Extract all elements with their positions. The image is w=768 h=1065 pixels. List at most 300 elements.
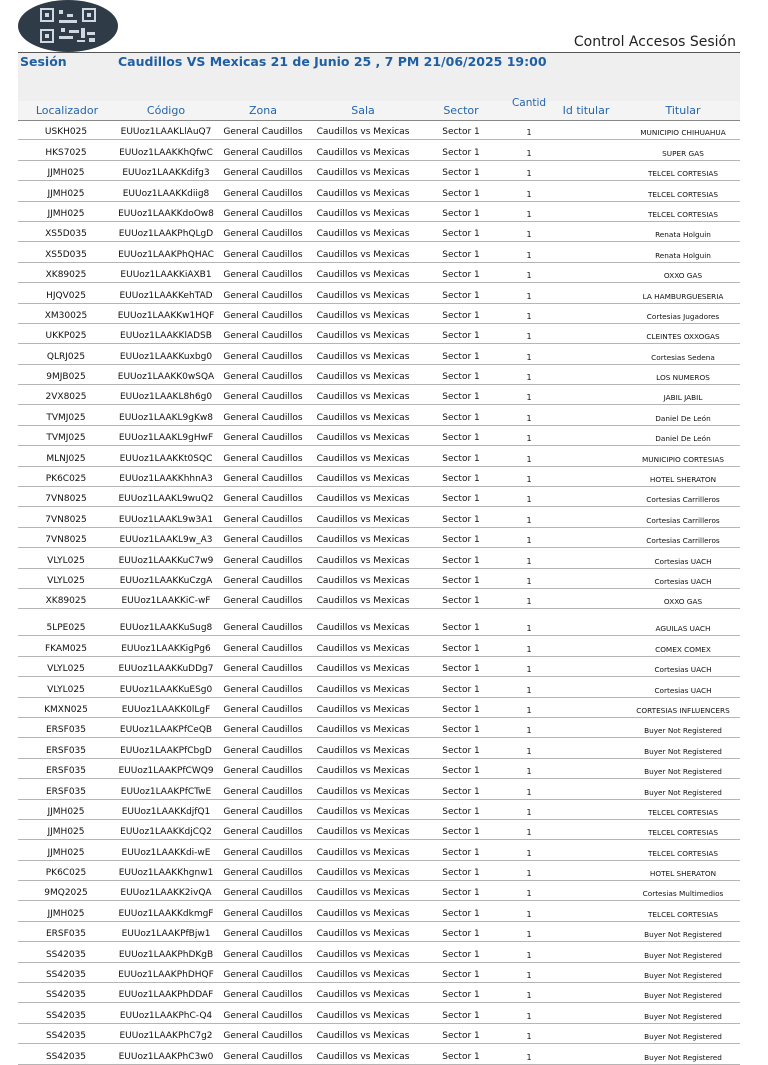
sala-cell: Caudillos vs Mexicas	[316, 188, 410, 199]
titular-cell: TELCEL CORTESIAS	[647, 169, 719, 179]
cantidad-cell: 1	[526, 889, 532, 899]
sector-cell: Sector 1	[442, 725, 480, 736]
zona-cell: General Caudillos	[223, 474, 303, 485]
zona-cell: General Caudillos	[223, 908, 303, 919]
sala-cell: Caudillos vs Mexicas	[316, 1031, 410, 1042]
zona-cell: General Caudillos	[223, 725, 303, 736]
zona-cell: General Caudillos	[223, 1051, 303, 1062]
table-row	[18, 738, 740, 758]
cantidad-cell: 1	[526, 169, 532, 179]
sala-cell: Caudillos vs Mexicas	[316, 786, 410, 797]
cantidad-cell: 1	[526, 413, 532, 423]
titular-cell: TELCEL CORTESIAS	[647, 189, 719, 199]
sector-cell: Sector 1	[442, 1031, 480, 1042]
titular-cell: OXXO GAS	[663, 271, 703, 281]
cantidad-cell: 1	[526, 373, 532, 383]
table-row	[18, 759, 740, 779]
localizador-cell: XK89025	[45, 596, 87, 607]
localizador-cell: XK89025	[45, 270, 87, 281]
zona-cell: General Caudillos	[223, 990, 303, 1001]
titular-cell: Cortesias Carrilleros	[646, 515, 720, 525]
session-label: Sesión	[20, 54, 67, 69]
localizador-cell: PK6C025	[45, 868, 87, 879]
sector-cell: Sector 1	[442, 188, 480, 199]
localizador-cell: PK6C025	[45, 474, 87, 485]
cantidad-cell: 1	[526, 475, 532, 485]
codigo-cell: EUUoz1LAAKPfCbgD	[120, 745, 212, 756]
cantidad-cell: 1	[526, 828, 532, 838]
table-row	[18, 569, 740, 589]
sector-cell: Sector 1	[442, 970, 480, 981]
table-row	[18, 202, 740, 222]
codigo-cell: EUUoz1LAAKL9gKw8	[119, 412, 213, 423]
sala-cell: Caudillos vs Mexicas	[316, 351, 410, 362]
codigo-cell: EUUoz1LAAKK0wSQA	[117, 372, 215, 383]
sala-cell: Caudillos vs Mexicas	[316, 1010, 410, 1021]
titular-cell: TELCEL CORTESIAS	[647, 909, 719, 919]
titular-cell: HOTEL SHERATON	[649, 475, 717, 485]
titular-cell: Buyer Not Registered	[644, 726, 722, 736]
table-row	[18, 942, 740, 962]
cantidad-cell: 1	[526, 536, 532, 546]
zona-cell: General Caudillos	[223, 310, 303, 321]
titular-cell: Cortesias Multimedios	[642, 889, 724, 899]
zona-cell: General Caudillos	[223, 929, 303, 940]
header-sector: Sector	[443, 104, 479, 117]
sala-cell: Caudillos vs Mexicas	[316, 270, 410, 281]
titular-cell: HOTEL SHERATON	[649, 869, 717, 879]
table-row	[18, 487, 740, 507]
cantidad-cell: 1	[526, 291, 532, 301]
zona-cell: General Caudillos	[223, 786, 303, 797]
zona-cell: General Caudillos	[223, 453, 303, 464]
localizador-cell: XS5D035	[45, 229, 87, 240]
sector-cell: Sector 1	[442, 453, 480, 464]
localizador-cell: TVMJ025	[46, 412, 86, 423]
codigo-cell: EUUoz1LAAKKlADSB	[120, 331, 212, 342]
cantidad-cell: 1	[526, 950, 532, 960]
zona-cell: General Caudillos	[223, 596, 303, 607]
sector-cell: Sector 1	[442, 168, 480, 179]
codigo-cell: EUUoz1LAAKPhDKgB	[118, 949, 214, 960]
sala-cell: Caudillos vs Mexicas	[316, 888, 410, 899]
table-row	[18, 467, 740, 487]
codigo-cell: EUUoz1LAAKKuESg0	[119, 684, 213, 695]
table-row	[18, 1044, 740, 1064]
localizador-cell: FKAM025	[44, 643, 88, 654]
titular-cell: Buyer Not Registered	[644, 991, 722, 1001]
zona-cell: General Caudillos	[223, 208, 303, 219]
localizador-cell: UKKP025	[45, 331, 87, 342]
cantidad-cell: 1	[526, 971, 532, 981]
table-row	[18, 589, 740, 609]
zona-cell: General Caudillos	[223, 249, 303, 260]
sala-cell: Caudillos vs Mexicas	[316, 474, 410, 485]
titular-cell: MUNICIPIO CHIHUAHUA	[640, 128, 726, 138]
sala-cell: Caudillos vs Mexicas	[316, 929, 410, 940]
sector-cell: Sector 1	[442, 745, 480, 756]
localizador-cell: 9MQ2025	[44, 888, 88, 899]
codigo-cell: EUUoz1LAAKKhhnA3	[119, 474, 213, 485]
localizador-cell: 5LPE025	[46, 623, 86, 634]
localizador-cell: 7VN8025	[45, 494, 87, 505]
table-row	[18, 161, 740, 181]
codigo-cell: EUUoz1LAAKKhgnw1	[118, 868, 214, 879]
titular-cell: Buyer Not Registered	[644, 767, 722, 777]
sala-cell: Caudillos vs Mexicas	[316, 1051, 410, 1062]
titular-cell: COMEX COMEX	[655, 644, 711, 654]
titular-cell: Cortesias Carrilleros	[646, 495, 720, 505]
table-row	[18, 120, 740, 140]
titular-cell: TELCEL CORTESIAS	[647, 807, 719, 817]
header-zona: Zona	[249, 104, 277, 117]
sala-cell: Caudillos vs Mexicas	[316, 147, 410, 158]
codigo-cell: EUUoz1LAAKPhC3w0	[118, 1051, 214, 1062]
titular-cell: Buyer Not Registered	[644, 950, 722, 960]
titular-cell: Cortesias Sedena	[651, 352, 715, 362]
sala-cell: Caudillos vs Mexicas	[316, 704, 410, 715]
table-row	[18, 344, 740, 364]
codigo-cell: EUUoz1LAAKKdkmgF	[118, 908, 214, 919]
cantidad-cell: 1	[526, 515, 532, 525]
sala-cell: Caudillos vs Mexicas	[316, 127, 410, 138]
sala-cell: Caudillos vs Mexicas	[316, 868, 410, 879]
sala-cell: Caudillos vs Mexicas	[316, 643, 410, 654]
sector-cell: Sector 1	[442, 229, 480, 240]
sala-cell: Caudillos vs Mexicas	[316, 555, 410, 566]
cantidad-cell: 1	[526, 271, 532, 281]
table-row	[18, 698, 740, 718]
codigo-cell: EUUoz1LAAKK0lLgF	[121, 704, 211, 715]
access-table	[18, 120, 740, 1065]
codigo-cell: EUUoz1LAAKKiC-wF	[121, 596, 211, 607]
cantidad-cell: 1	[526, 848, 532, 858]
cantidad-cell: 1	[526, 909, 532, 919]
sala-cell: Caudillos vs Mexicas	[316, 970, 410, 981]
localizador-cell: VLYL025	[47, 555, 85, 566]
zona-cell: General Caudillos	[223, 745, 303, 756]
titular-cell: Cortesias Jugadores	[646, 311, 720, 321]
cantidad-cell: 1	[526, 128, 532, 138]
cantidad-cell: 1	[526, 705, 532, 715]
sala-cell: Caudillos vs Mexicas	[316, 827, 410, 838]
zona-cell: General Caudillos	[223, 806, 303, 817]
titular-cell: Cortesias UACH	[654, 685, 712, 695]
cantidad-cell: 1	[526, 991, 532, 1001]
sala-cell: Caudillos vs Mexicas	[316, 535, 410, 546]
codigo-cell: EUUoz1LAAKPfCeQB	[119, 725, 213, 736]
sector-cell: Sector 1	[442, 827, 480, 838]
localizador-cell: VLYL025	[47, 684, 85, 695]
zona-cell: General Caudillos	[223, 392, 303, 403]
cantidad-cell: 1	[526, 746, 532, 756]
localizador-cell: 9MJB025	[46, 372, 86, 383]
titular-cell: Cortesias Carrilleros	[646, 536, 720, 546]
codigo-cell: EUUoz1LAAKKiAXB1	[120, 270, 212, 281]
sala-cell: Caudillos vs Mexicas	[316, 290, 410, 301]
table-row	[18, 636, 740, 656]
localizador-cell: VLYL025	[47, 575, 85, 586]
table-row	[18, 548, 740, 568]
cantidad-cell: 1	[526, 1052, 532, 1062]
localizador-cell: JJMH025	[47, 908, 85, 919]
codigo-cell: EUUoz1LAAKPhC7g2	[119, 1031, 213, 1042]
localizador-cell: SS42035	[45, 970, 87, 981]
qr-code-icon	[37, 6, 99, 46]
zona-cell: General Caudillos	[223, 351, 303, 362]
sala-cell: Caudillos vs Mexicas	[316, 310, 410, 321]
cantidad-cell: 1	[526, 454, 532, 464]
zona-cell: General Caudillos	[223, 127, 303, 138]
localizador-cell: ERSF035	[45, 766, 86, 777]
codigo-cell: EUUoz1LAAKKw1HQF	[117, 310, 215, 321]
zona-cell: General Caudillos	[223, 1031, 303, 1042]
zona-cell: General Caudillos	[223, 372, 303, 383]
sector-cell: Sector 1	[442, 766, 480, 777]
sector-cell: Sector 1	[442, 888, 480, 899]
sala-cell: Caudillos vs Mexicas	[316, 806, 410, 817]
table-row	[18, 385, 740, 405]
codigo-cell: EUUoz1LAAKL9gHwF	[118, 433, 214, 444]
titular-cell: Buyer Not Registered	[644, 787, 722, 797]
sector-cell: Sector 1	[442, 1051, 480, 1062]
codigo-cell: EUUoz1LAAKLlAuQ7	[120, 127, 212, 138]
sector-cell: Sector 1	[442, 331, 480, 342]
cantidad-cell: 1	[526, 189, 532, 199]
localizador-cell: JJMH025	[47, 188, 85, 199]
zona-cell: General Caudillos	[223, 168, 303, 179]
codigo-cell: EUUoz1LAAKPhDHQF	[118, 970, 214, 981]
session-value: Caudillos VS Mexicas 21 de Junio 25 , 7 PM 21/06/2025 19:00	[118, 54, 547, 69]
header-localizador: Localizador	[35, 104, 99, 117]
codigo-cell: EUUoz1LAAKKuC7w9	[118, 555, 214, 566]
titular-cell: Cortesias UACH	[654, 576, 712, 586]
localizador-cell: KMXN025	[44, 704, 88, 715]
cantidad-cell: 1	[526, 930, 532, 940]
sala-cell: Caudillos vs Mexicas	[316, 725, 410, 736]
sector-cell: Sector 1	[442, 990, 480, 1001]
sector-cell: Sector 1	[442, 704, 480, 715]
sala-cell: Caudillos vs Mexicas	[316, 392, 410, 403]
titular-cell: LA HAMBURGUESERIA	[642, 291, 724, 301]
table-row	[18, 426, 740, 446]
table-row	[18, 657, 740, 677]
titular-cell: Renata Holguin	[655, 250, 711, 260]
table-row	[18, 820, 740, 840]
cantidad-cell: 1	[526, 869, 532, 879]
report-title: Control Accesos Sesión	[573, 34, 736, 50]
localizador-cell: JJMH025	[47, 168, 85, 179]
localizador-cell: JJMH025	[47, 208, 85, 219]
table-row	[18, 528, 740, 548]
zona-cell: General Caudillos	[223, 888, 303, 899]
sala-cell: Caudillos vs Mexicas	[316, 208, 410, 219]
titular-cell: SUPER GAS	[662, 148, 704, 158]
localizador-cell: MLNJ025	[46, 453, 86, 464]
table-row	[18, 222, 740, 242]
codigo-cell: EUUoz1LAAKKt0SQC	[119, 453, 213, 464]
localizador-cell: XM30025	[44, 310, 88, 321]
table-row	[18, 963, 740, 983]
codigo-cell: EUUoz1LAAKKdi-wE	[121, 847, 211, 858]
table-row	[18, 405, 740, 425]
zona-cell: General Caudillos	[223, 147, 303, 158]
header-sala: Sala	[351, 104, 375, 117]
codigo-cell: EUUoz1LAAKK2ivQA	[120, 888, 212, 899]
localizador-cell: SS42035	[45, 1031, 87, 1042]
titular-cell: TELCEL CORTESIAS	[647, 209, 719, 219]
table-row	[18, 283, 740, 303]
sector-cell: Sector 1	[442, 290, 480, 301]
sector-cell: Sector 1	[442, 351, 480, 362]
cantidad-cell: 1	[526, 726, 532, 736]
localizador-cell: ERSF035	[45, 745, 86, 756]
header-titular: Titular	[665, 104, 701, 117]
zona-cell: General Caudillos	[223, 970, 303, 981]
titular-cell: TELCEL CORTESIAS	[647, 828, 719, 838]
zona-cell: General Caudillos	[223, 847, 303, 858]
localizador-cell: ERSF035	[45, 725, 86, 736]
sala-cell: Caudillos vs Mexicas	[316, 433, 410, 444]
localizador-cell: SS42035	[45, 1051, 87, 1062]
zona-cell: General Caudillos	[223, 664, 303, 675]
table-header	[18, 98, 740, 121]
sector-cell: Sector 1	[442, 270, 480, 281]
localizador-cell: SS42035	[45, 1010, 87, 1021]
table-row	[18, 1024, 740, 1044]
localizador-cell: 7VN8025	[45, 514, 87, 525]
zona-cell: General Caudillos	[223, 270, 303, 281]
sector-cell: Sector 1	[442, 147, 480, 158]
sector-cell: Sector 1	[442, 535, 480, 546]
table-row	[18, 304, 740, 324]
cantidad-cell: 1	[526, 332, 532, 342]
sector-cell: Sector 1	[442, 684, 480, 695]
sala-cell: Caudillos vs Mexicas	[316, 596, 410, 607]
cantidad-cell: 1	[526, 767, 532, 777]
titular-cell: Buyer Not Registered	[644, 1011, 722, 1021]
codigo-cell: EUUoz1LAAKKehTAD	[119, 290, 213, 301]
titular-cell: Buyer Not Registered	[644, 1032, 722, 1042]
sala-cell: Caudillos vs Mexicas	[316, 514, 410, 525]
codigo-cell: EUUoz1LAAKL8h6g0	[119, 392, 213, 403]
table-row	[18, 263, 740, 283]
titular-cell: MUNICIPIO CORTESIAS	[642, 454, 724, 464]
codigo-cell: EUUoz1LAAKKuDDg7	[118, 664, 214, 675]
zona-cell: General Caudillos	[223, 433, 303, 444]
localizador-cell: JJMH025	[47, 827, 85, 838]
zona-cell: General Caudillos	[223, 704, 303, 715]
titular-cell: Buyer Not Registered	[644, 746, 722, 756]
codigo-cell: EUUoz1LAAKPhC-Q4	[119, 1010, 213, 1021]
codigo-cell: EUUoz1LAAKPhDDAF	[118, 990, 214, 1001]
titular-cell: JABIL JABIL	[663, 393, 703, 403]
zona-cell: General Caudillos	[223, 575, 303, 586]
titular-cell: OXXO GAS	[663, 597, 703, 607]
table-row	[18, 861, 740, 881]
codigo-cell: EUUoz1LAAKKdoOw8	[118, 208, 214, 219]
zona-cell: General Caudillos	[223, 188, 303, 199]
sala-cell: Caudillos vs Mexicas	[316, 847, 410, 858]
sala-cell: Caudillos vs Mexicas	[316, 575, 410, 586]
cantidad-cell: 1	[526, 665, 532, 675]
qr-logo	[18, 0, 118, 52]
sector-cell: Sector 1	[442, 208, 480, 219]
zona-cell: General Caudillos	[223, 949, 303, 960]
zona-cell: General Caudillos	[223, 1010, 303, 1021]
sala-cell: Caudillos vs Mexicas	[316, 766, 410, 777]
sector-cell: Sector 1	[442, 929, 480, 940]
sector-cell: Sector 1	[442, 127, 480, 138]
titular-cell: CORTESIAS INFLUENCERS	[636, 705, 730, 715]
titular-cell: Buyer Not Registered	[644, 971, 722, 981]
cantidad-cell: 1	[526, 807, 532, 817]
zona-cell: General Caudillos	[223, 643, 303, 654]
sala-cell: Caudillos vs Mexicas	[316, 453, 410, 464]
sala-cell: Caudillos vs Mexicas	[316, 745, 410, 756]
table-row	[18, 901, 740, 921]
table-row	[18, 677, 740, 697]
cantidad-cell: 1	[526, 209, 532, 219]
sala-cell: Caudillos vs Mexicas	[316, 908, 410, 919]
sector-cell: Sector 1	[442, 392, 480, 403]
cantidad-cell: 1	[526, 685, 532, 695]
sector-cell: Sector 1	[442, 596, 480, 607]
codigo-cell: EUUoz1LAAKL9w3A1	[118, 514, 214, 525]
codigo-cell: EUUoz1LAAKL9w_A3	[119, 535, 213, 546]
sector-cell: Sector 1	[442, 555, 480, 566]
sala-cell: Caudillos vs Mexicas	[316, 168, 410, 179]
sector-cell: Sector 1	[442, 786, 480, 797]
codigo-cell: EUUoz1LAAKPfCTwE	[120, 786, 212, 797]
localizador-cell: XS5D035	[45, 249, 87, 260]
table-row	[18, 922, 740, 942]
sector-cell: Sector 1	[442, 412, 480, 423]
titular-cell: LOS NUMEROS	[656, 373, 710, 383]
cantidad-cell: 1	[526, 311, 532, 321]
zona-cell: General Caudillos	[223, 555, 303, 566]
sala-cell: Caudillos vs Mexicas	[316, 664, 410, 675]
cantidad-cell: 1	[526, 1011, 532, 1021]
sector-cell: Sector 1	[442, 474, 480, 485]
localizador-cell: VLYL025	[47, 664, 85, 675]
table-row	[18, 881, 740, 901]
cantidad-cell: 1	[526, 434, 532, 444]
titular-cell: Daniel De León	[655, 434, 711, 444]
localizador-cell: ERSF035	[45, 929, 86, 940]
localizador-cell: 2VX8025	[45, 392, 87, 403]
codigo-cell: EUUoz1LAAKKhQfwC	[119, 147, 213, 158]
table-row	[18, 242, 740, 262]
zona-cell: General Caudillos	[223, 331, 303, 342]
sector-cell: Sector 1	[442, 575, 480, 586]
titular-cell: CLEINTES OXXOGAS	[646, 332, 720, 342]
localizador-cell: SS42035	[45, 990, 87, 1001]
zona-cell: General Caudillos	[223, 229, 303, 240]
sala-cell: Caudillos vs Mexicas	[316, 623, 410, 634]
titular-cell: Cortesias UACH	[654, 665, 712, 675]
table-row	[18, 365, 740, 385]
table-row	[18, 140, 740, 160]
cantidad-cell: 1	[526, 644, 532, 654]
zona-cell: General Caudillos	[223, 827, 303, 838]
cantidad-cell: 1	[526, 495, 532, 505]
table-row	[18, 840, 740, 860]
codigo-cell: EUUoz1LAAKKigPg6	[121, 643, 211, 654]
localizador-cell: JJMH025	[47, 806, 85, 817]
localizador-cell: 7VN8025	[45, 535, 87, 546]
sector-cell: Sector 1	[442, 806, 480, 817]
